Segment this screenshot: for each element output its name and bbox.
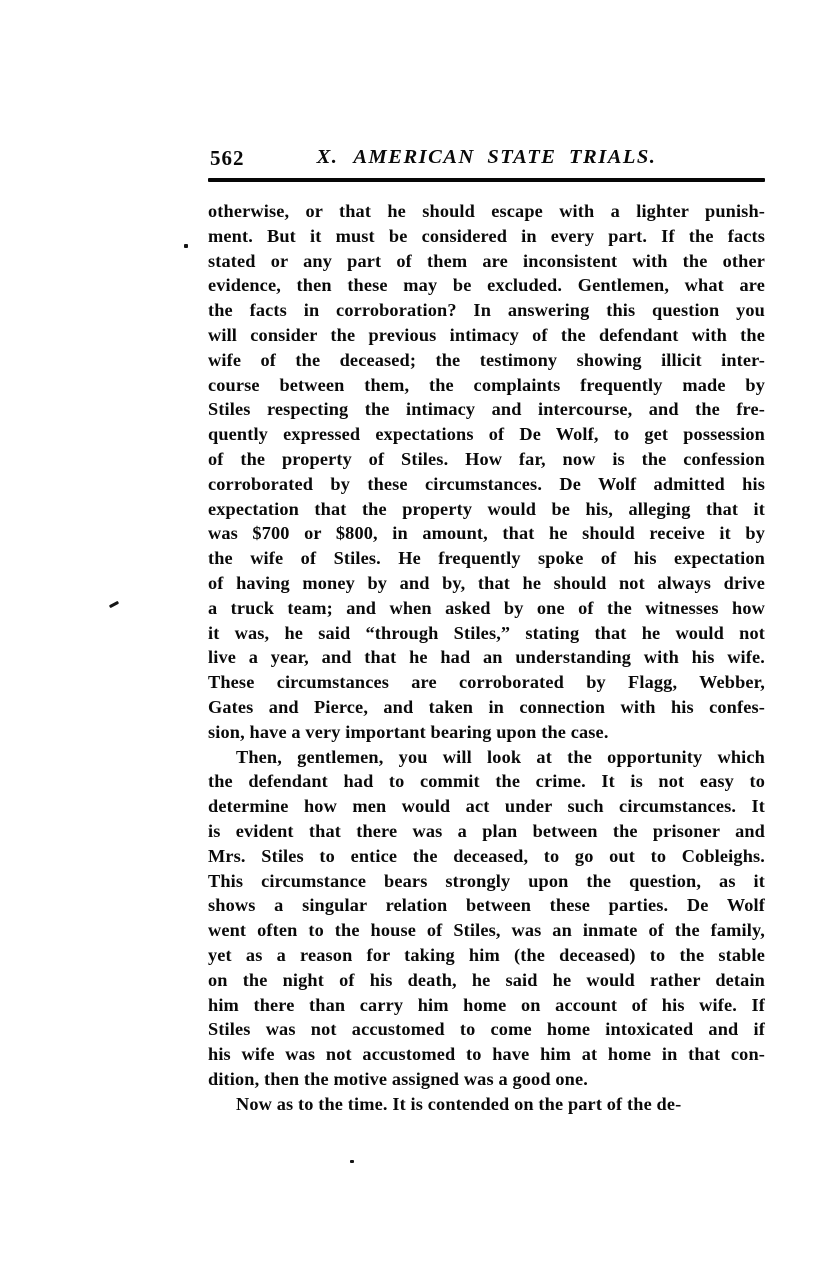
text-line: Gates and Pierce, and taken in connection with his confes- [208,696,765,717]
text-line: shows a singular relation between these parties. De Wolf [208,895,765,916]
header-rule [208,178,765,182]
text-line: went often to the house of Stiles, was an inmate of the family, [208,920,765,941]
text-line: of having money by and by, that he should not always drive [208,572,765,593]
text-line: stated or any part of them are inconsistent with the other [208,250,765,271]
scan-speck [109,601,119,608]
text-line: ment. But it must be considered in every part. If the facts [208,225,765,246]
text-line: determine how men would act under such circumstances. It [208,796,765,817]
text-line: These circumstances are corroborated by Flagg, Webber, [208,672,765,693]
page-number: 562 [210,146,245,170]
text-line: Then, gentlemen, you will look at the opportunity which [236,746,765,767]
page-header [208,145,765,177]
running-title-volume: X. [316,146,339,168]
text-line: Mrs. Stiles to entice the deceased, to go out to Cobleighs. [208,845,765,866]
body-text [208,199,765,1116]
text-line: will consider the previous intimacy of the defendant with the [208,324,765,345]
paragraph [208,1092,765,1117]
text-line: sion, have a very important bearing upon the case. [208,721,609,742]
text-line: the wife of Stiles. He frequently spoke of his expectation [208,548,765,569]
text-line: on the night of his death, he said he would rather detain [208,969,765,990]
running-title-text: AMERICAN STATE TRIALS. [353,146,657,168]
scan-speck [350,1160,354,1163]
scan-speck [184,244,188,248]
text-line: wife of the deceased; the testimony showing illicit inter- [208,349,765,370]
text-line: expectation that the property would be his, alleging that it [208,498,765,519]
text-line: is evident that there was a plan between the prisoner and [208,820,765,841]
text-line: dition, then the motive assigned was a good one. [208,1068,588,1089]
text-line: his wife was not accustomed to have him at home in that con- [208,1044,765,1065]
text-line: quently expressed expectations of De Wolf, to get possession [208,424,765,445]
text-line: Stiles was not accustomed to come home intoxicated and if [208,1019,765,1040]
text-line: Stiles respecting the intimacy and intercourse, and the fre- [208,399,765,420]
text-line: course between them, the complaints frequently made by [208,374,765,395]
text-line: was $700 or $800, in amount, that he should receive it by [208,523,765,544]
text-line: the facts in corroboration? In answering this question you [208,300,765,321]
text-line: Now as to the time. It is contended on the part of the de- [236,1093,682,1114]
text-line: yet as a reason for taking him (the deceased) to the stable [208,944,765,965]
text-line: live a year, and that he had an understanding with his wife. [208,647,765,668]
paragraph [208,745,765,1092]
text-line: a truck team; and when asked by one of the witnesses how [208,597,765,618]
text-line: the defendant had to commit the crime. It is not easy to [208,771,765,792]
text-line: of the property of Stiles. How far, now is the confession [208,448,765,469]
text-line: it was, he said “through Stiles,” stating that he would not [208,622,765,643]
text-line: This circumstance bears strongly upon the question, as it [208,870,765,891]
text-line: otherwise, or that he should escape with a lighter punish- [208,201,765,221]
text-line: corroborated by these circumstances. De Wolf admitted his [208,473,765,494]
running-title [208,146,765,169]
paragraph [208,199,765,745]
text-line: evidence, then these may be excluded. Gentlemen, what are [208,275,765,296]
text-line: him there than carry him home on account of his wife. If [208,994,765,1015]
